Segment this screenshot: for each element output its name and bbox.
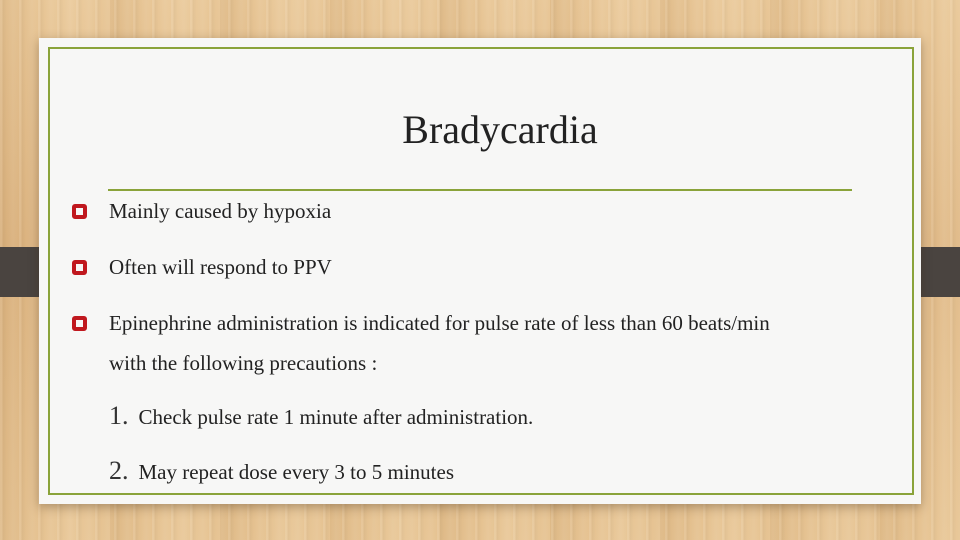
square-bullet-icon <box>72 316 87 331</box>
item-number: 2. <box>109 456 129 485</box>
slide-title: Bradycardia <box>402 107 598 152</box>
numbered-text: Check pulse rate 1 minute after administration. <box>138 405 534 429</box>
numbered-item <box>109 401 533 431</box>
square-bullet-icon <box>72 204 87 219</box>
numbered-text: May repeat dose every 3 to 5 minutes <box>138 460 454 484</box>
bullet-text: Mainly caused by hypoxia <box>109 199 332 223</box>
bullet-text: Often will respond to PPV <box>109 255 332 279</box>
numbered-item <box>109 456 454 486</box>
bullet-item <box>72 311 770 336</box>
bullet-item <box>72 255 332 280</box>
bullet-item <box>72 199 331 224</box>
bullet-text: Epinephrine administration is indicated for pulse rate of less than 60 beats/min <box>109 311 770 335</box>
title-divider <box>108 189 852 191</box>
bullet-continuation: with the following precautions : <box>109 351 378 375</box>
item-number: 1. <box>109 401 129 430</box>
square-bullet-icon <box>72 260 87 275</box>
